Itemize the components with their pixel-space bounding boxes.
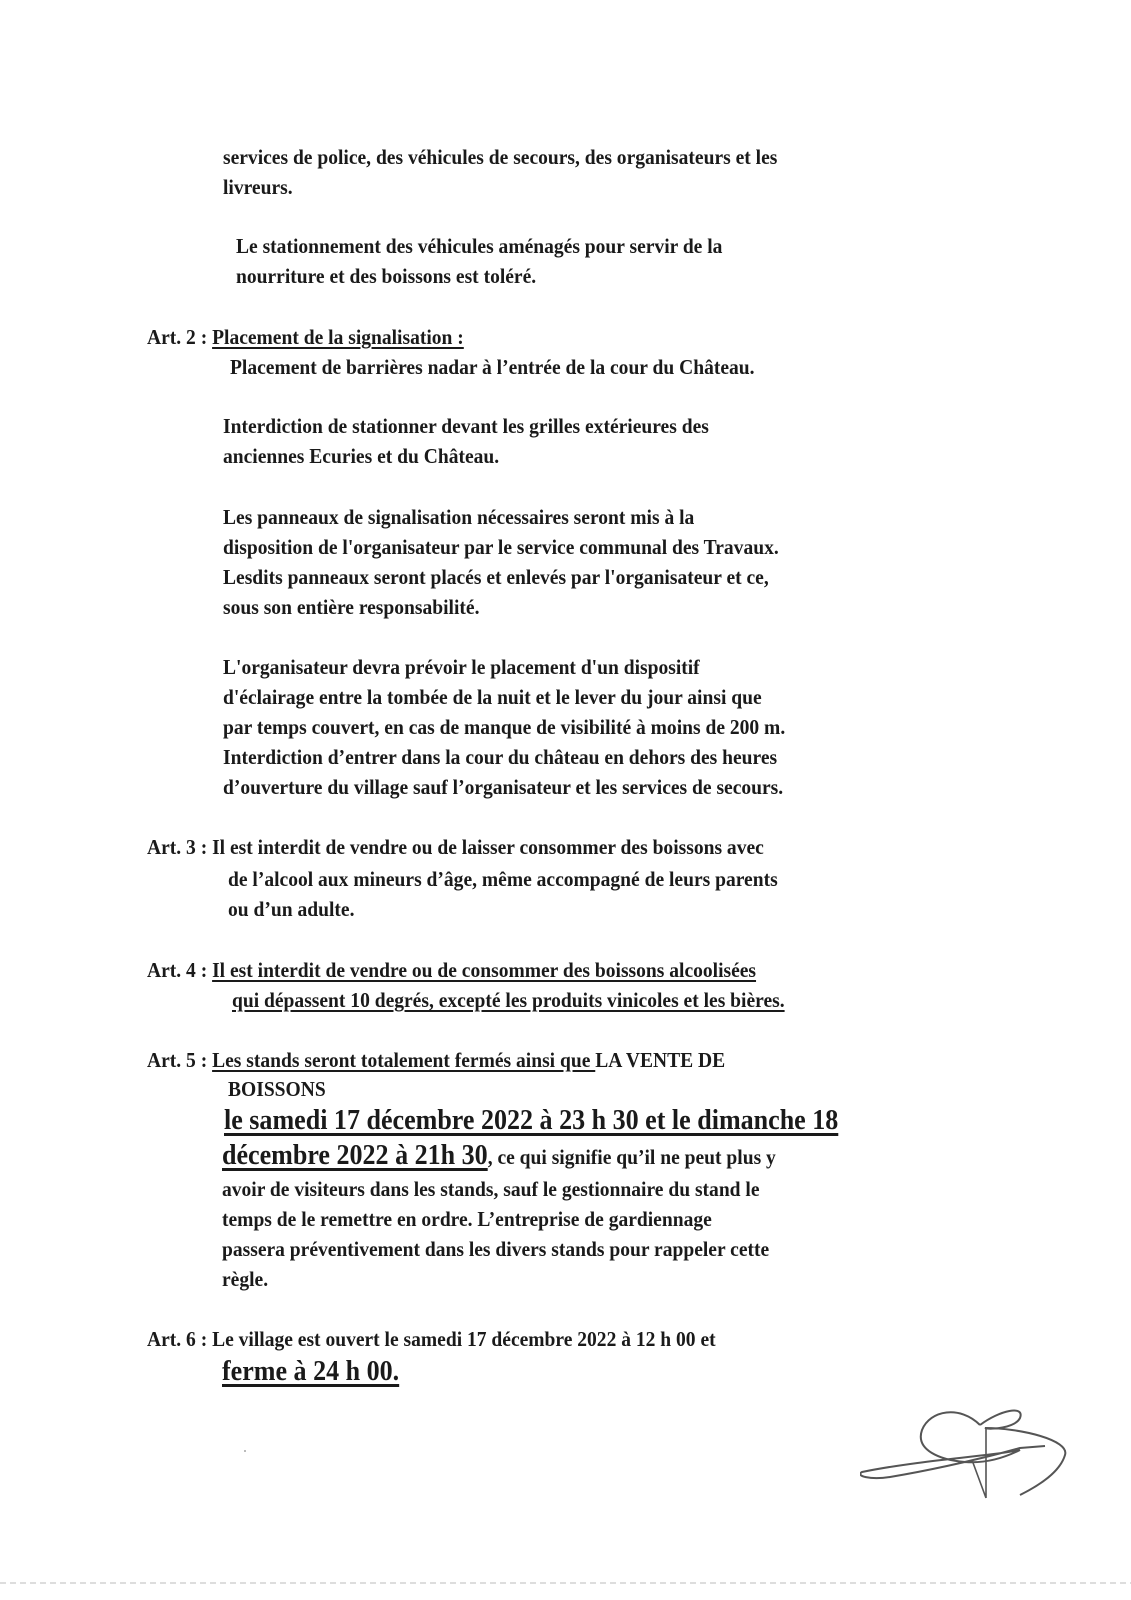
scan-edge [0, 1582, 1131, 1584]
art5-l1-underlined: Les stands seront totalement fermés ainsi que [212, 1048, 596, 1072]
art5-l3: le samedi 17 décembre 2022 à 23 h 30 et le dimanche 18 [224, 1105, 839, 1136]
art5-l6: temps de le remettre en ordre. L’entreprise de gardiennage [222, 1207, 712, 1231]
art5-l4 [222, 1139, 776, 1173]
art5-l2: BOISSONS [228, 1077, 326, 1101]
article-2 [147, 322, 464, 352]
intro-line-1: services de police, des véhicules de secours, des organisateurs et les [223, 145, 778, 169]
article-label: Art. 5 : [147, 1048, 213, 1072]
art2-p1: Placement de barrières nadar à l’entrée de la cour du Château. [230, 355, 755, 379]
article-label: Art. 2 : [147, 325, 213, 349]
art6-l2: ferme à 24 h 00. [222, 1356, 400, 1387]
article-3 [147, 832, 764, 862]
art2-p3-l4: sous son entière responsabilité. [223, 595, 480, 619]
art2-p2-l2: anciennes Ecuries et du Château. [223, 444, 500, 468]
art5-l7: passera préventivement dans les divers stands pour rappeler cette [222, 1237, 770, 1261]
intro-para2-line-1: Le stationnement des véhicules aménagés pour servir de la [236, 234, 723, 258]
article-title: Placement de la signalisation : [212, 325, 464, 349]
article-label: Art. 6 : [147, 1327, 213, 1351]
article-4 [147, 955, 756, 985]
intro-line-2: livreurs. [223, 175, 293, 199]
intro-para2-line-2: nourriture et des boissons est toléré. [236, 264, 537, 288]
art2-p4-l2: d'éclairage entre la tombée de la nuit et le lever du jour ainsi que [223, 685, 762, 709]
article-5 [147, 1045, 725, 1075]
art2-p3-l3: Lesdits panneaux seront placés et enlevés par l'organisateur et ce, [223, 565, 769, 589]
art3-l3: ou d’un adulte. [228, 897, 355, 921]
art4-l2: qui dépassent 10 degrés, excepté les produits vinicoles et les bières. [232, 988, 785, 1012]
art5-l1-rest: LA VENTE DE [595, 1048, 726, 1072]
article-6 [147, 1324, 716, 1354]
art2-p4-l3: par temps couvert, en cas de manque de visibilité à moins de 200 m. [223, 715, 786, 739]
art2-p4-l1: L'organisateur devra prévoir le placement d'un dispositif [223, 655, 700, 679]
art5-l8: règle. [222, 1267, 269, 1291]
art2-p3-l1: Les panneaux de signalisation nécessaires seront mis à la [223, 505, 695, 529]
art2-p4-l4: Interdiction d’entrer dans la cour du château en dehors des heures [223, 745, 778, 769]
scan-speck [244, 1450, 246, 1452]
signature-icon [860, 1400, 1070, 1500]
art5-l4-rest: , ce qui signifie qu’il ne peut plus y [487, 1145, 776, 1169]
article-label: Art. 3 : [147, 835, 213, 859]
art2-p3-l2: disposition de l'organisateur par le service communal des Travaux. [223, 535, 779, 559]
art6-l1: Le village est ouvert le samedi 17 décembre 2022 à 12 h 00 et [212, 1327, 716, 1351]
art5-l4-underlined: décembre 2022 à 21h 30 [222, 1140, 488, 1171]
art2-p4-l5: d’ouverture du village sauf l’organisateur et les services de secours. [223, 775, 784, 799]
art2-p2-l1: Interdiction de stationner devant les grilles extérieures des [223, 414, 709, 438]
article-label: Art. 4 : [147, 958, 213, 982]
art5-l5: avoir de visiteurs dans les stands, sauf le gestionnaire du stand le [222, 1177, 760, 1201]
art3-l2: de l’alcool aux mineurs d’âge, même accompagné de leurs parents [228, 867, 778, 891]
art4-l1: Il est interdit de vendre ou de consommer des boissons alcoolisées [212, 958, 757, 982]
art3-l1: Il est interdit de vendre ou de laisser consommer des boissons avec [212, 835, 764, 859]
